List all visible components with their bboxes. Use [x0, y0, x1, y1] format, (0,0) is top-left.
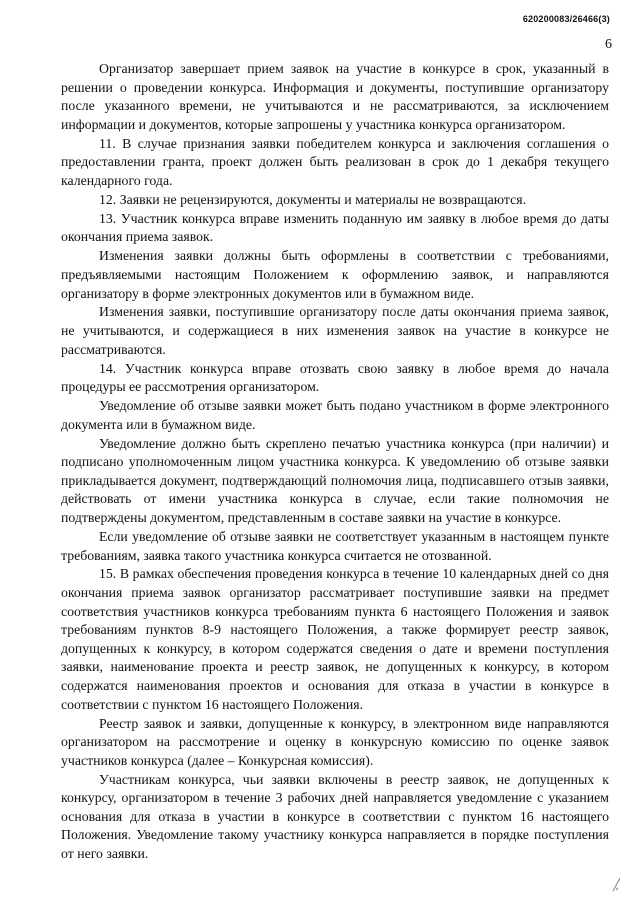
paragraph: 14. Участник конкурса вправе отозвать свою заявку в любое время до начала процедуры ее рассмотрения организатором.: [61, 360, 609, 395]
paragraph: 13. Участник конкурса вправе изменить поданную им заявку в любое время до даты окончания приема заявок.: [61, 210, 609, 245]
paragraph: Уведомление об отзыве заявки может быть подано участником в форме электронного документа или в бумажном виде.: [61, 398, 609, 432]
paragraph: 15. В рамках обеспечения проведения конкурса в течение 10 календарных дней со дня окончания приема заявок организатор рассматривает поступившие заявки на предмет соответствия участников конкурса требованиям пункта 6 настоящего Положения и заявок требованиям пунктов 8-9 настоящего Положения, а также формирует реестр заявок, допущенных к конкурсу, в котором содержатся сведения о дате и времени поступления заявки, наименование проекта и реестр заявок, не допущенных к конкурсу, в котором содержатся наименования проектов и основания для отказа в участии в конкурсе в соответствии с пунктом 16 настоящего Положения.: [61, 566, 609, 712]
document-code: 620200083/26466(3): [522, 14, 610, 24]
paragraph: Реестр заявок и заявки, допущенные к конкурсу, в электронном виде направляются организатором на рассмотрение и оценку в конкурсную комиссию по оценке заявок участников конкурса (далее – Конкурсная комиссия).: [61, 715, 609, 768]
paragraph: 12. Заявки не рецензируются, документы и материалы не возвращаются.: [99, 191, 527, 207]
page-number: 6: [605, 37, 612, 52]
pen-mark-icon: [610, 875, 622, 893]
paragraph: Организатор завершает прием заявок на участие в конкурсе в срок, указанный в решении о проведении конкурса. Информация и документы, поступившие организатору после указанного времени, не учитываются и не рассматриваются, за исключением информации и документов, которые запрошены у участника конкурса организатором.: [61, 61, 609, 132]
paragraph: Уведомление должно быть скреплено печатью участника конкурса (при наличии) и подписано уполномоченным лицом участника конкурса. К уведомлению об отзыве заявки прикладывается документ, подтверждающий полномочия лица, подписавшего отзыв заявки, действовать от имени участника конкурса в случае, если такие полномочия не подтверждены документом, представленным в составе заявки на участие в конкурсе.: [61, 435, 609, 525]
paragraph: Изменения заявки должны быть оформлены в соответствии с требованиями, предъявляемыми настоящим Положением к оформлению заявок, и направляются организатору в форме электронных документов или в бумажном виде.: [61, 248, 609, 301]
paragraph: Изменения заявки, поступившие организатору после даты окончания приема заявок, не учитываются, и содержащиеся в них изменения заявок на участие в конкурсе не рассматриваются.: [61, 304, 609, 357]
paragraph: 11. В случае признания заявки победителем конкурса и заключения соглашения о предоставлении гранта, проект должен быть реализован в срок до 1 декабря текущего календарного года.: [61, 135, 609, 188]
paragraph: Если уведомление об отзыве заявки не соответствует указанным в настоящем пункте требованиям, заявка такого участника конкурса считается не отозванной.: [61, 528, 609, 563]
document-body: [61, 60, 609, 864]
paragraph: Участникам конкурса, чьи заявки включены в реестр заявок, не допущенных к конкурсу, организатором в течение 3 рабочих дней направляется уведомление с указанием основания для отказа в участии в конкурсе в соответствии с пунктом 16 настоящего Положения. Уведомление такому участнику конкурса направляется в порядке поступления от него заявки.: [61, 771, 609, 862]
